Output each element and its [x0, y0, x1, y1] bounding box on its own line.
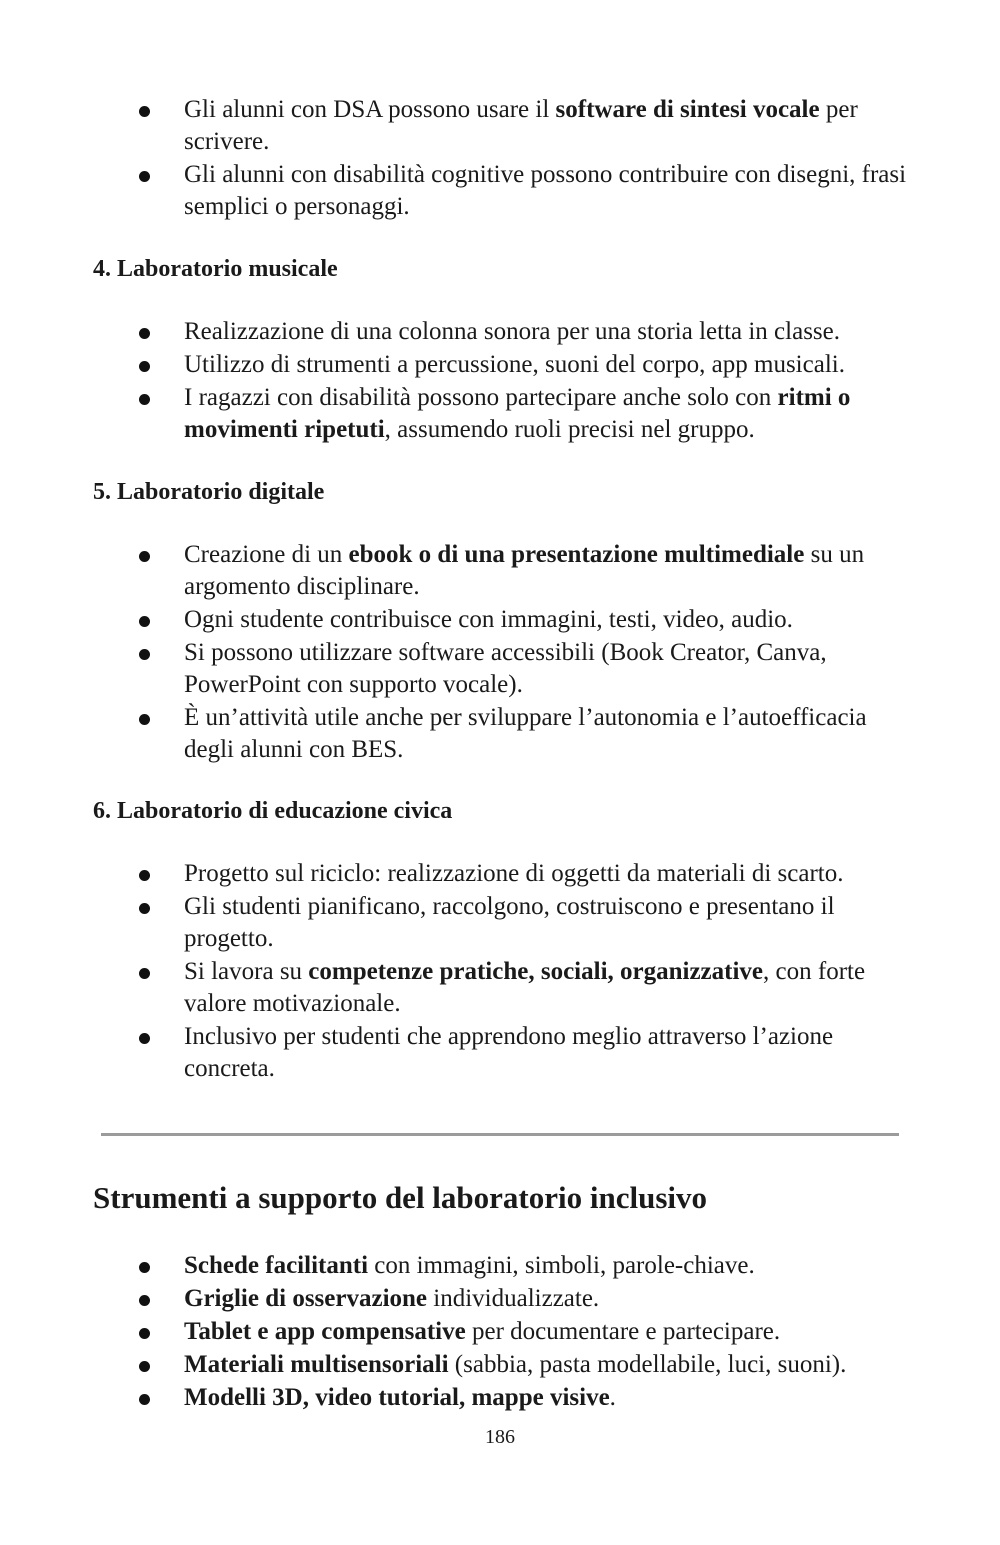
item-bold-text: Tablet e app compensative [184, 1318, 466, 1345]
item-text: Gli alunni con DSA possono usare il [184, 96, 556, 123]
item-bold-text: ritmi o movimenti ripetuti [184, 384, 851, 443]
list-item [0, 1283, 1000, 1315]
bullet-icon [139, 394, 150, 405]
list-item [0, 94, 1000, 158]
item-text: per documentare e partecipare. [465, 1318, 781, 1345]
bullet-icon [139, 1361, 150, 1372]
bullet-icon [139, 328, 150, 339]
item-text: I ragazzi con disabilità possono partecipare anche solo con [184, 384, 778, 411]
list-item [0, 1316, 1000, 1348]
bullet-list-tools [0, 1250, 1000, 1415]
bullet-list-lab5 [0, 539, 1000, 767]
bullet-icon [139, 714, 150, 725]
bullet-icon [139, 903, 150, 914]
bullet-icon [139, 649, 150, 660]
section-title-tools: Strumenti a supporto del laboratorio inclusivo [93, 1180, 708, 1215]
bullet-list-lab4 [0, 316, 1000, 447]
heading-lab5: 5. Laboratorio digitale [93, 479, 325, 505]
item-text: Inclusivo per studenti che apprendono meglio attraverso l’azione concreta. [184, 1023, 834, 1082]
bullet-icon [139, 870, 150, 881]
list-item [0, 316, 1000, 348]
list-item [0, 349, 1000, 381]
item-text: Ogni studente contribuisce con immagini, testi, video, audio. [184, 606, 793, 633]
heading-lab6: 6. Laboratorio di educazione civica [93, 798, 453, 824]
item-text: , con forte valore motivazionale. [184, 958, 866, 1017]
item-text: . [609, 1384, 616, 1411]
list-item [0, 1349, 1000, 1381]
list-item [0, 702, 1000, 766]
list-item [0, 159, 1000, 223]
bullet-icon [139, 106, 150, 117]
item-text: , assumendo ruoli precisi nel gruppo. [384, 416, 755, 443]
list-item [0, 891, 1000, 955]
bullet-icon [139, 171, 150, 182]
item-text: per scrivere. [184, 96, 858, 155]
list-item [0, 956, 1000, 1020]
heading-lab4: 4. Laboratorio musicale [93, 256, 338, 282]
list-item [0, 1382, 1000, 1414]
bullet-icon [139, 1295, 150, 1306]
item-bold-text: ebook o di una presentazione multimediale [348, 541, 805, 568]
item-text: Gli studenti pianificano, raccolgono, costruiscono e presentano il progetto. [184, 893, 835, 952]
horizontal-divider [101, 1133, 899, 1136]
list-item [0, 1021, 1000, 1085]
item-bold-text: software di sintesi vocale [555, 96, 820, 123]
item-bold-text: Griglie di osservazione [184, 1285, 428, 1312]
item-text: Si possono utilizzare software accessibili (Book Creator, Canva, PowerPoint con supporto vocale). [184, 639, 827, 698]
bullet-list-top [0, 94, 1000, 224]
item-text: Utilizzo di strumenti a percussione, suoni del corpo, app musicali. [184, 351, 845, 378]
bullet-list-lab6 [0, 858, 1000, 1086]
item-bold-text: competenze pratiche, sociali, organizzative [308, 958, 764, 985]
item-text: Realizzazione di una colonna sonora per una storia letta in classe. [184, 318, 840, 345]
bullet-icon [139, 1262, 150, 1273]
item-bold-text: Modelli 3D, video tutorial, mappe visive [184, 1384, 610, 1411]
bullet-icon [139, 551, 150, 562]
list-item [0, 637, 1000, 701]
item-bold-text: Schede facilitanti [184, 1252, 369, 1279]
bullet-icon [139, 1033, 150, 1044]
item-text: (sabbia, pasta modellabile, luci, suoni). [448, 1351, 847, 1378]
item-text: individualizzate. [427, 1285, 600, 1312]
bullet-icon [139, 361, 150, 372]
bullet-icon [139, 1394, 150, 1405]
page-number: 186 [485, 1426, 515, 1448]
bullet-icon [139, 1328, 150, 1339]
list-item [0, 858, 1000, 890]
item-bold-text: Materiali multisensoriali [184, 1351, 449, 1378]
list-item [0, 382, 1000, 446]
item-text: su un argomento disciplinare. [184, 541, 865, 600]
item-text: con immagini, simboli, parole-chiave. [368, 1252, 755, 1279]
list-item [0, 1250, 1000, 1282]
item-text: Gli alunni con disabilità cognitive possono contribuire con disegni, frasi semplici o personaggi. [184, 161, 907, 220]
item-text: Progetto sul riciclo: realizzazione di oggetti da materiali di scarto. [184, 860, 844, 887]
item-text: Si lavora su [184, 958, 309, 985]
item-text: Creazione di un [184, 541, 349, 568]
list-item [0, 539, 1000, 603]
item-text: È un’attività utile anche per sviluppare l’autonomia e l’autoefficacia degli alunni con BES. [184, 704, 867, 763]
bullet-icon [139, 616, 150, 627]
list-item [0, 604, 1000, 636]
bullet-icon [139, 968, 150, 979]
